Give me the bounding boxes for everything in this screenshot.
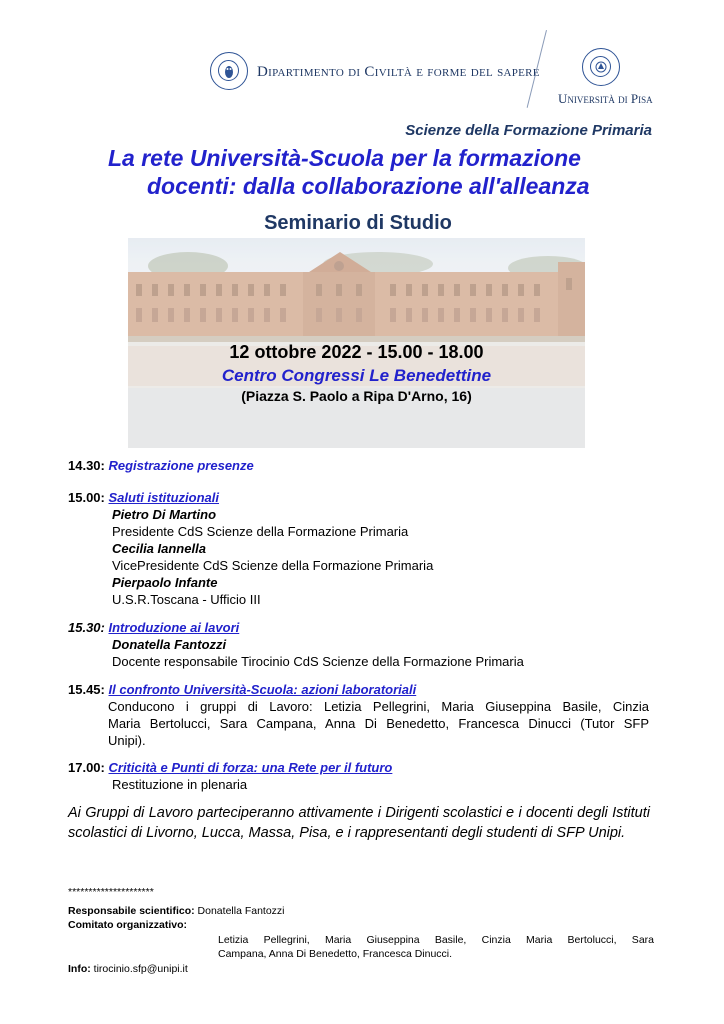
- program-item: 15.00: Saluti istituzionali: [68, 490, 220, 505]
- building-photo: [128, 238, 585, 448]
- seminar-title-line1: La rete Università-Scuola per la formazione: [108, 145, 581, 171]
- organizing-committee-members: Campana, Anna Di Benedetto, Francesca Dinucci.: [218, 948, 453, 960]
- program-description: Unipi).: [108, 733, 146, 748]
- program-item: 15.45: Il confronto Università-Scuola: azioni laboratoriali: [68, 682, 417, 697]
- speaker-role: Docente responsabile Tirocinio CdS Scienze della Formazione Primaria: [112, 654, 524, 669]
- organizing-committee-members: Letizia Pellegrini, Maria Giuseppina Basile, Cinzia Maria Bertolucci, Sara: [218, 934, 654, 946]
- speaker-role: Presidente CdS Scienze della Formazione Primaria: [112, 524, 409, 539]
- university-name: Università di Pisa: [558, 91, 653, 106]
- speaker-name: Pietro Di Martino: [112, 507, 217, 522]
- program-title: Criticità e Punti di forza: una Rete per il futuro: [108, 760, 393, 775]
- closing-paragraph: Ai Gruppi di Lavoro parteciperanno attivamente i Dirigenti scolastici e i docenti degli Istituti scolastici di Livorno, Lucca, Massa, Pisa, e i rappresentanti degli studenti di SFP Unipi.: [68, 805, 650, 841]
- program-description: Restituzione in plenaria: [112, 777, 248, 792]
- event-address: (Piazza S. Paolo a Ripa D'Arno, 16): [241, 388, 472, 404]
- contact-email[interactable]: tirocinio.sfp@unipi.it: [93, 963, 188, 975]
- program-title: Il confronto Università-Scuola: azioni laboratoriali: [108, 682, 417, 697]
- program-time: 15.45: [68, 682, 101, 697]
- program-item: 17.00: Criticità e Punti di forza: una Rete per il futuro: [68, 760, 393, 775]
- seminar-title-line2: docenti: dalla collaborazione all'alleanza: [147, 173, 590, 199]
- program-time: 15.00: [68, 490, 101, 505]
- department-name: Dipartimento di Civiltà e forme del sapere: [257, 64, 540, 80]
- program-title: Saluti istituzionali: [108, 490, 220, 505]
- course-subheading: Scienze della Formazione Primaria: [405, 122, 652, 139]
- scientific-lead-name: Donatella Fantozzi: [197, 905, 285, 917]
- event-type: [0, 212, 724, 235]
- owl-seal-icon: [210, 52, 248, 90]
- scientific-lead: [68, 904, 285, 918]
- program-description: Maria Bertolucci, Sara Campana, Anna Di Benedetto, Francesca Dinucci (Tutor SFP: [108, 716, 649, 731]
- program-title: Registrazione presenze: [108, 458, 254, 473]
- speaker-role: U.S.R.Toscana - Ufficio III: [112, 592, 261, 607]
- organizing-committee-label: [68, 918, 187, 932]
- speaker-name: Cecilia Iannella: [112, 541, 206, 556]
- organizing-committee-heading: Comitato organizzativo:: [68, 919, 188, 931]
- program-item: 15.30: Introduzione ai lavori: [68, 620, 240, 635]
- program-time: 17.00: [68, 760, 101, 775]
- contact-label: Info:: [68, 963, 91, 975]
- university-seal-icon: [582, 48, 620, 86]
- speaker-role: VicePresidente CdS Scienze della Formazione Primaria: [112, 558, 434, 573]
- event-type-label: Seminario di Studio: [264, 212, 452, 234]
- scientific-lead-label: Responsabile scientifico:: [68, 905, 195, 917]
- program-item: 14.30: Registrazione presenze: [68, 458, 254, 473]
- event-date-time: 12 ottobre 2022 - 15.00 - 18.00: [229, 342, 484, 362]
- footer-separator: *********************: [68, 886, 154, 898]
- speaker-name: Donatella Fantozzi: [112, 637, 227, 652]
- event-venue: Centro Congressi Le Benedettine: [221, 366, 492, 385]
- program-title: Introduzione ai lavori: [108, 620, 240, 635]
- program-description: Conducono i gruppi di Lavoro: Letizia Pellegrini, Maria Giuseppina Basile, Cinzia: [108, 699, 649, 714]
- speaker-name: Pierpaolo Infante: [112, 575, 218, 590]
- program-time: 15.30: [68, 620, 101, 635]
- contact-info: [68, 962, 188, 976]
- program-time: 14.30: [68, 458, 101, 473]
